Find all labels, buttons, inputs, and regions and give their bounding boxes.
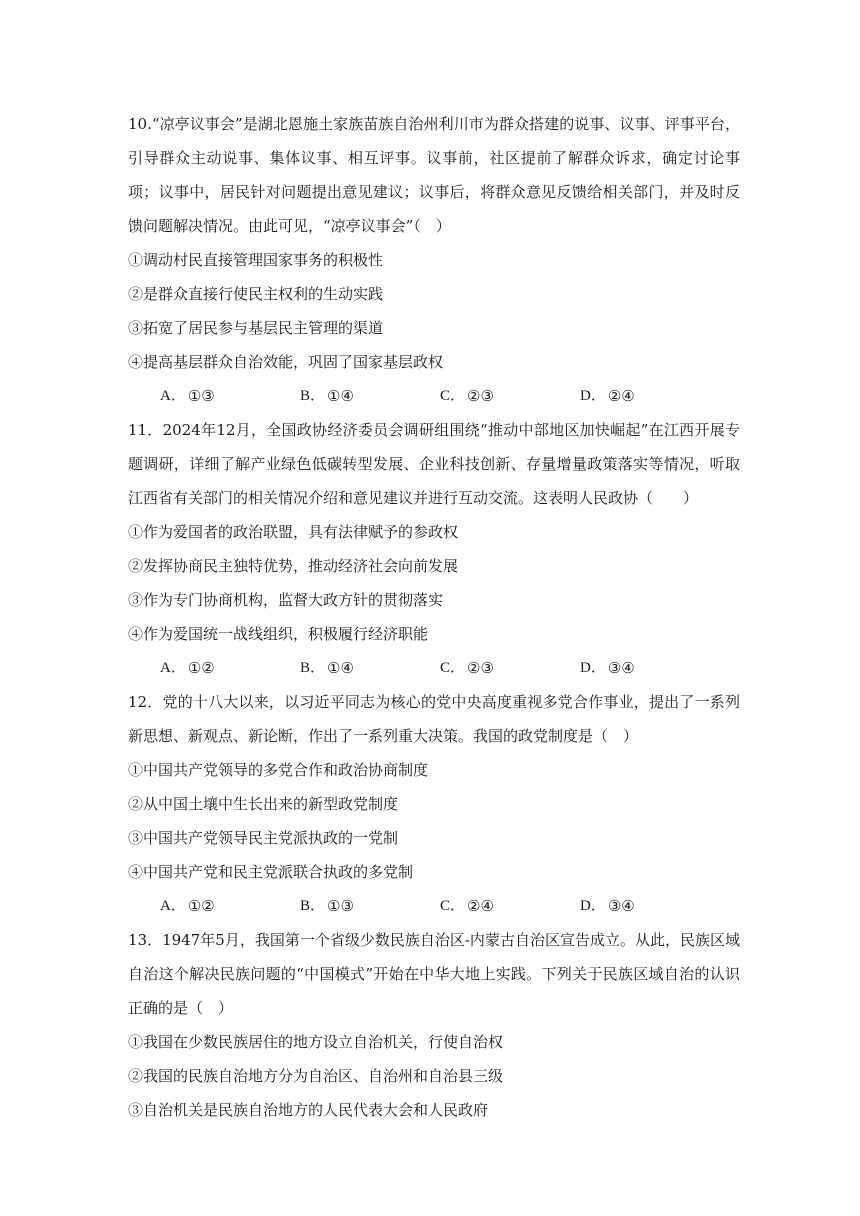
choice-letter: B．	[300, 660, 326, 676]
statement-option: ③作为专门协商机构，监督大政方针的贯彻落实	[128, 591, 444, 609]
choice-c[interactable]	[440, 651, 580, 685]
choice-b[interactable]	[300, 651, 440, 685]
question-stem: 13．1947年5月，我国第一个省级少数民族自治区-内蒙古自治区宣告成立。从此，民族区域自治这个解决民族问题的“中国模式”开始在中华大地上实践。下列关于民族区域自治的认识正确的是（ ）	[128, 931, 740, 1017]
statement-option: ①调动村民直接管理国家事务的积极性	[128, 251, 384, 269]
choice-b[interactable]	[300, 889, 440, 923]
choice-text: ①②	[187, 897, 215, 915]
statement-option: ③中国共产党领导民主党派执政的一党制	[128, 829, 399, 847]
choice-text: ①②	[187, 659, 215, 677]
question-10	[128, 107, 740, 413]
choice-a[interactable]	[160, 379, 300, 413]
choice-letter: B．	[300, 898, 326, 914]
statement-option: ②发挥协商民主独特优势，推动经济社会向前发展	[128, 557, 459, 575]
choice-letter: B．	[300, 388, 326, 404]
choice-letter: A．	[160, 388, 186, 404]
choice-c[interactable]	[440, 889, 580, 923]
choice-text: ②③	[467, 387, 494, 405]
question-12	[128, 685, 740, 923]
choice-d[interactable]	[580, 651, 720, 685]
choice-letter: D．	[580, 898, 606, 914]
choice-text: ①④	[327, 387, 354, 405]
choice-letter: D．	[580, 388, 606, 404]
statement-option: ④作为爱国统一战线组织，积极履行经济职能	[128, 625, 429, 643]
choice-text: ②④	[467, 897, 494, 915]
question-stem: 10.“凉亭议事会”是湖北恩施土家族苗族自治州利川市为群众搭建的说事、议事、评事平台，引导群众主动说事、集体议事、相互评事。议事前，社区提前了解群众诉求，确定讨论事项；议事中，居民针对问题提出意见建议；议事后，将群众意见反馈给相关部门，并及时反馈问题解决情况。由此可见，“凉亭议事会”（ ）	[128, 115, 740, 235]
choice-a[interactable]	[160, 889, 300, 923]
choice-d[interactable]	[580, 379, 720, 413]
statement-option: ②我国的民族自治地方分为自治区、自治州和自治县三级	[128, 1067, 504, 1085]
statement-option: ③拓宽了居民参与基层民主管理的渠道	[128, 319, 384, 337]
question-stem: 11．2024年12月，全国政协经济委员会调研组围绕“推动中部地区加快崛起”在江西开展专题调研，详细了解产业绿色低碳转型发展、企业科技创新、存量增量政策落实等情况，听取江西省有关部门的相关情况介绍和意见建议并进行互动交流。这表明人民政协（ ）	[128, 421, 740, 507]
statement-option: ④中国共产党和民主党派联合执政的多党制	[128, 863, 414, 881]
choice-letter: A．	[160, 898, 186, 914]
choice-text: ②④	[607, 387, 635, 405]
answer-choices	[128, 379, 740, 413]
statement-option: ②从中国土壤中生长出来的新型政党制度	[128, 795, 399, 813]
answer-choices	[128, 889, 740, 923]
question-11	[128, 413, 740, 685]
choice-text: ①③	[187, 387, 215, 405]
choice-b[interactable]	[300, 379, 440, 413]
choice-text: ③④	[607, 659, 635, 677]
choice-c[interactable]	[440, 379, 580, 413]
statement-option: ①中国共产党领导的多党合作和政治协商制度	[128, 761, 429, 779]
choice-letter: C．	[440, 660, 466, 676]
choice-letter: A．	[160, 660, 186, 676]
choice-a[interactable]	[160, 651, 300, 685]
choice-text: ③④	[607, 897, 635, 915]
choice-letter: D．	[580, 660, 606, 676]
choice-text: ①④	[327, 659, 354, 677]
answer-choices	[128, 651, 740, 685]
statement-option: ③自治机关是民族自治地方的人民代表大会和人民政府	[128, 1101, 489, 1119]
choice-text: ②③	[467, 659, 494, 677]
question-13	[128, 923, 740, 1127]
choice-letter: C．	[440, 898, 466, 914]
statement-option: ①我国在少数民族居住的地方设立自治机关，行使自治权	[128, 1033, 504, 1051]
question-stem: 12．党的十八大以来，以习近平同志为核心的党中央高度重视多党合作事业，提出了一系列新思想、新观点、新论断，作出了一系列重大决策。我国的政党制度是（ ）	[128, 693, 740, 745]
choice-d[interactable]	[580, 889, 720, 923]
choice-text: ①③	[327, 897, 354, 915]
statement-option: ④提高基层群众自治效能，巩固了国家基层政权	[128, 353, 444, 371]
statement-option: ②是群众直接行使民主权利的生动实践	[128, 285, 384, 303]
choice-letter: C．	[440, 388, 466, 404]
question-list	[128, 107, 740, 1127]
statement-option: ①作为爱国者的政治联盟，具有法律赋予的参政权	[128, 523, 459, 541]
